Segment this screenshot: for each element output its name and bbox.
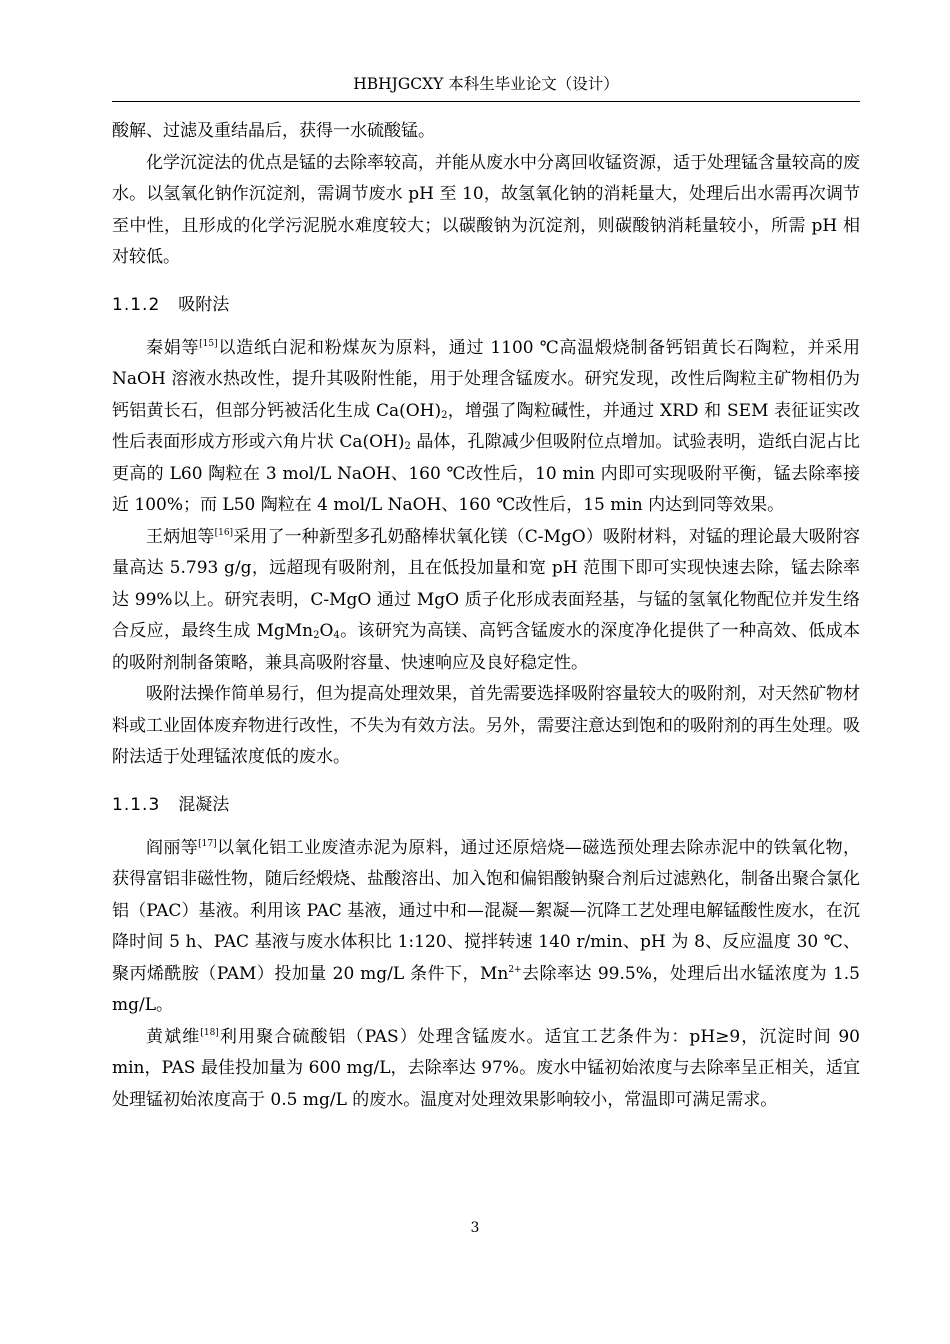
- text-run: 阎丽等: [146, 837, 199, 858]
- citation-ref: [18]: [200, 1027, 219, 1038]
- text-run: 晶体，孔隙减少但吸附位点增加。试验表明，造纸白泥占比更高的 L60 陶粒在 3 mol/L NaOH、160 ℃改性后，10 min 内即可实现吸附平衡，锰去除率接近 100%；而 L50 陶粒在 4 mol/L NaOH、160 ℃改性后，15 min 内达到同等效果。: [112, 432, 860, 515]
- text-run: O: [319, 621, 334, 641]
- text-run: 。该研究为高镁、高钙含锰废水的深度净化提供了一种高效、低成本的吸附剂制备策略，兼具高吸附容量、快速响应及良好稳定性。: [112, 621, 860, 673]
- running-header: HBHJGCXY 本科生毕业论文（设计）: [353, 75, 619, 93]
- section-number: 1.1.2: [112, 294, 161, 315]
- subscript: 2: [404, 441, 411, 452]
- citation-ref: [16]: [214, 527, 234, 538]
- paragraph-yan-li: [112, 833, 860, 1022]
- superscript-charge: 2+: [508, 964, 522, 975]
- paragraph-precipitation-summary: 化学沉淀法的优点是锰的去除率较高，并能从废水中分离回收锰资源，适于处理锰含量较高的废水。以氢氧化钠作沉淀剂，需调节废水 pH 至 10，故氢氧化钠的消耗量大，处理后出水需再次调节至中性，且形成的化学污泥脱水难度较大；以碳酸钠为沉淀剂，则碳酸钠消耗量较小，所需 pH 相对较低。: [112, 152, 860, 267]
- section-title: 混凝法: [178, 794, 230, 815]
- subscript: 4: [333, 630, 340, 641]
- text-run: 采用了一种新型多孔奶酪棒状氧化镁（C-MgO）吸附材料，对锰的理论最大吸附容量高达 5.793 g/g，远超现有吸附剂，且在低投加量和宽 pH 范围下即可实现快速去除，锰去除率达 99%以上。研究表明，C-MgO 通过 MgO 质子化形成表面羟基，与锰的氢氧化物配位并发生络合反应，最终生成 MgMn: [112, 526, 861, 641]
- text-run: 黄斌维: [146, 1026, 201, 1047]
- section-heading-adsorption: [112, 291, 860, 319]
- page-body: [112, 116, 860, 1116]
- text-run: 去除率达 99.5%，处理后出水锰浓度为 1.5 mg/L。: [112, 963, 860, 1015]
- section-title: 吸附法: [178, 294, 230, 315]
- page-number: 3: [470, 1220, 480, 1236]
- text-run: 王炳旭等: [146, 526, 215, 547]
- paragraph-wang-bingxu: [112, 522, 860, 680]
- paragraph-continued: 酸解、过滤及重结晶后，获得一水硫酸锰。: [112, 121, 435, 141]
- paragraph-qin-juan: [112, 333, 860, 522]
- text-run: 秦娟等: [146, 337, 200, 358]
- citation-ref: [15]: [199, 338, 218, 349]
- text-run: 利用聚合硫酸铝（PAS）处理含锰废水。适宜工艺条件为：pH≥9，沉淀时间 90 min，PAS 最佳投加量为 600 mg/L，去除率达 97%。废水中锰初始浓度与去除率呈正相关，适宜处理锰初始浓度高于 0.5 mg/L 的废水。温度对处理效果影响较小，常温即可满足需求。: [112, 1026, 860, 1110]
- paragraph-huang-binwei: [112, 1022, 860, 1117]
- section-number: 1.1.3: [112, 794, 161, 815]
- paragraph-adsorption-summary: 吸附法操作简单易行，但为提高处理效果，首先需要选择吸附容量较大的吸附剂，对天然矿物材料或工业固体废弃物进行改性，不失为有效方法。另外，需要注意达到饱和的吸附剂的再生处理。吸附法适于处理锰浓度低的废水。: [112, 684, 860, 767]
- subscript: 2: [441, 409, 448, 421]
- header-divider: [112, 101, 860, 102]
- text-run: 以氧化铝工业废渣赤泥为原料，通过还原焙烧—磁选预处理去除赤泥中的铁氧化物，获得富铝非磁性物，随后经煅烧、盐酸溶出、加入饱和偏铝酸钠聚合剂后过滤熟化，制备出聚合氯化铝（PAC）基液。利用该 PAC 基液，通过中和—混凝—絮凝—沉降工艺处理电解锰酸性废水，在沉降时间 5 h、PAC 基液与废水体积比 1:120、搅拌转速 140 r/min、pH 为 8、反应温度 30 ℃、聚丙烯酰胺（PAM）投加量 20 mg/L 条件下，Mn: [112, 837, 861, 984]
- text-run: ，增强了陶粒碱性，并通过 XRD 和 SEM 表征证实改性后表面形成方形或六角片状 Ca(OH): [112, 400, 861, 452]
- text-run: 以造纸白泥和粉煤灰为原料，通过 1100 ℃高温煅烧制备钙铝黄长石陶粒，并采用 NaOH 溶液水热改性，提升其吸附性能，用于处理含锰废水。研究发现，改性后陶粒主矿物相仍为钙铝黄长石，但部分钙被活化生成 Ca(OH): [112, 337, 861, 421]
- citation-ref: [17]: [198, 838, 217, 849]
- section-heading-coagulation: [112, 791, 860, 819]
- subscript: 2: [313, 630, 320, 641]
